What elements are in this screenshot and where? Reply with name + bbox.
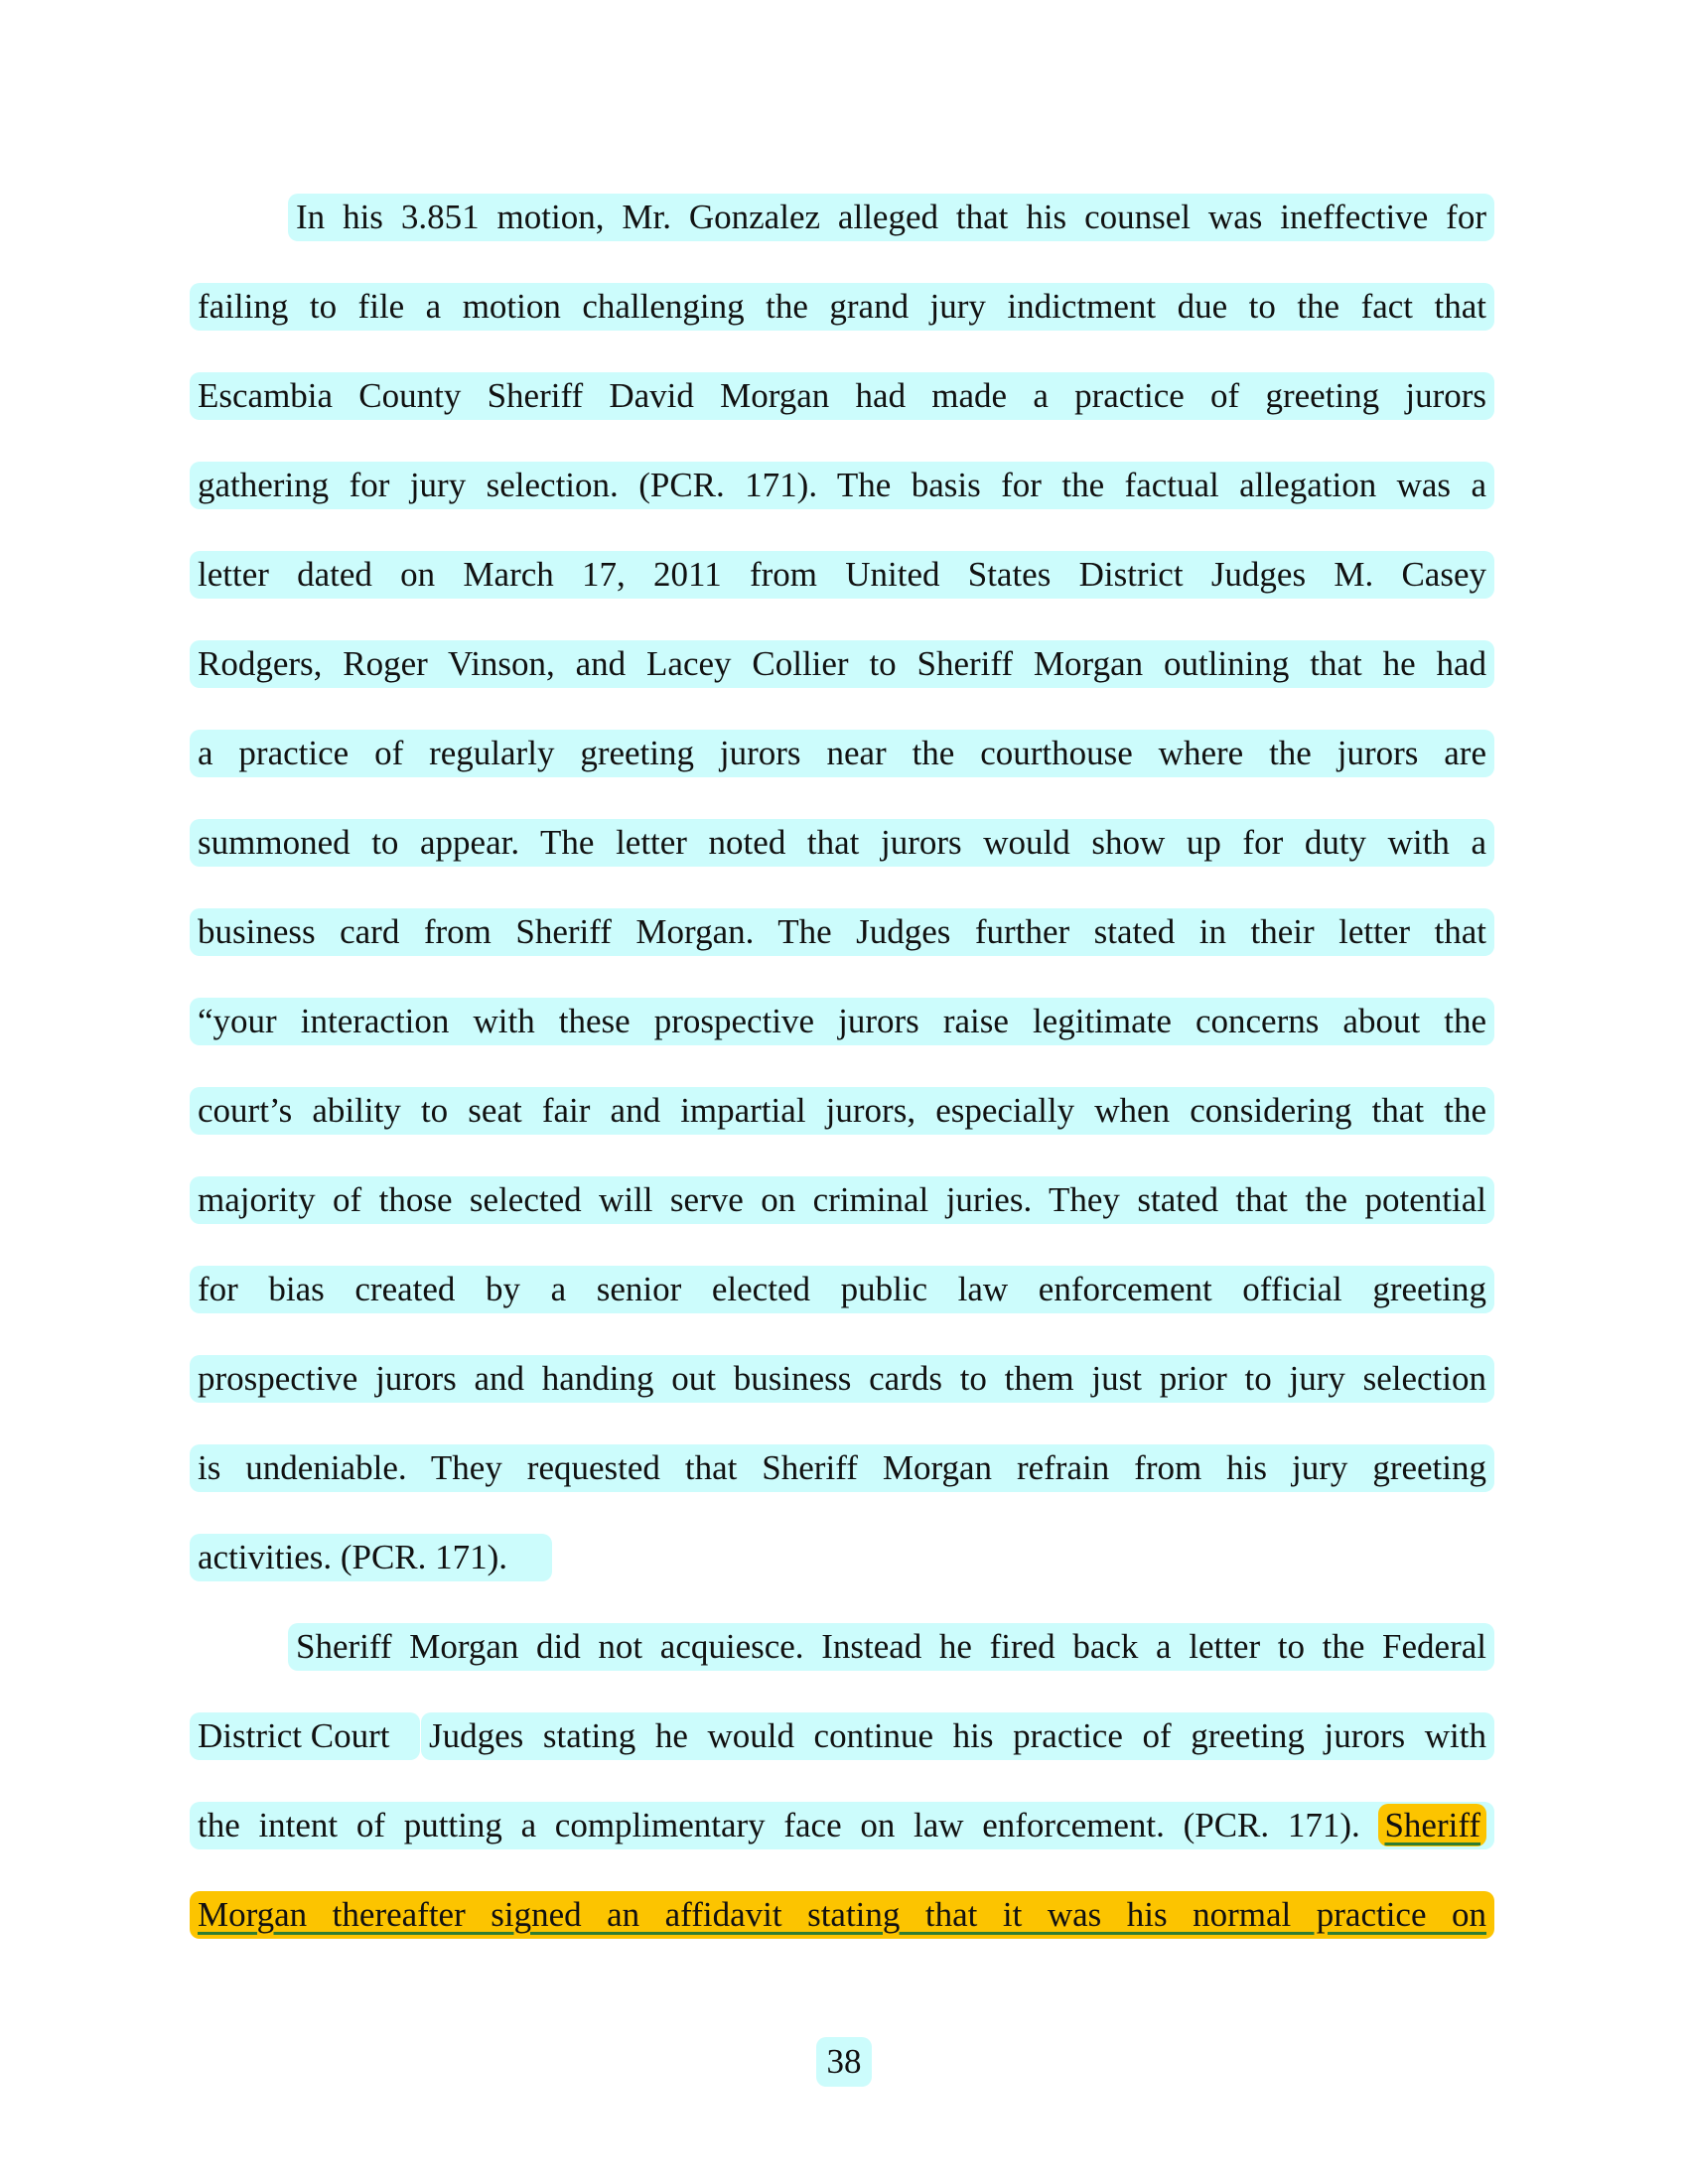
paragraph-line: activities. (PCR. 171). [190, 1534, 552, 1581]
paragraph-line: business card from Sheriff Morgan. The Judges further stated in their letter that [190, 908, 1494, 956]
paragraph-line: Judges stating he would continue his practice of greeting jurors with [421, 1712, 1494, 1760]
paragraph-line: for bias created by a senior elected public law enforcement official greeting [190, 1266, 1494, 1313]
paragraph-line: court’s ability to seat fair and impartial jurors, especially when considering that the [190, 1087, 1494, 1135]
paragraph-line: a practice of regularly greeting jurors near the courthouse where the jurors are [190, 730, 1494, 777]
paragraph-line: Sheriff Morgan did not acquiesce. Instead he fired back a letter to the Federal [288, 1623, 1494, 1671]
paragraph-line: summoned to appear. The letter noted that jurors would show up for duty with a [190, 819, 1494, 867]
paragraph-line: Rodgers, Roger Vinson, and Lacey Collier to Sheriff Morgan outlining that he had [190, 640, 1494, 688]
highlighted-line: Morgan thereafter signed an affidavit stating that it was his normal practice on [190, 1891, 1494, 1939]
line-text: the intent of putting a complimentary face on law enforcement. (PCR. 171). [198, 1806, 1360, 1844]
highlighted-text: Sheriff [1378, 1804, 1486, 1846]
paragraph-line: prospective jurors and handing out business cards to them just prior to jury selection [190, 1355, 1494, 1403]
paragraph-line: majority of those selected will serve on criminal juries. They stated that the potential [190, 1176, 1494, 1224]
paragraph-line [190, 1802, 1494, 1849]
paragraph-line: gathering for jury selection. (PCR. 171). The basis for the factual allegation was a [190, 462, 1494, 509]
paragraph-line: District Court [190, 1712, 420, 1760]
paragraph-line: failing to file a motion challenging the grand jury indictment due to the fact that [190, 283, 1494, 331]
paragraph-line: Escambia County Sheriff David Morgan had made a practice of greeting jurors [190, 372, 1494, 420]
page-number: 38 [816, 2037, 872, 2087]
paragraph-line: is undeniable. They requested that Sheriff Morgan refrain from his jury greeting [190, 1444, 1494, 1492]
paragraph-line: letter dated on March 17, 2011 from United States District Judges M. Casey [190, 551, 1494, 599]
paragraph-line: “your interaction with these prospective jurors raise legitimate concerns about the [190, 998, 1494, 1045]
paragraph-line: In his 3.851 motion, Mr. Gonzalez alleged that his counsel was ineffective for [288, 194, 1494, 241]
